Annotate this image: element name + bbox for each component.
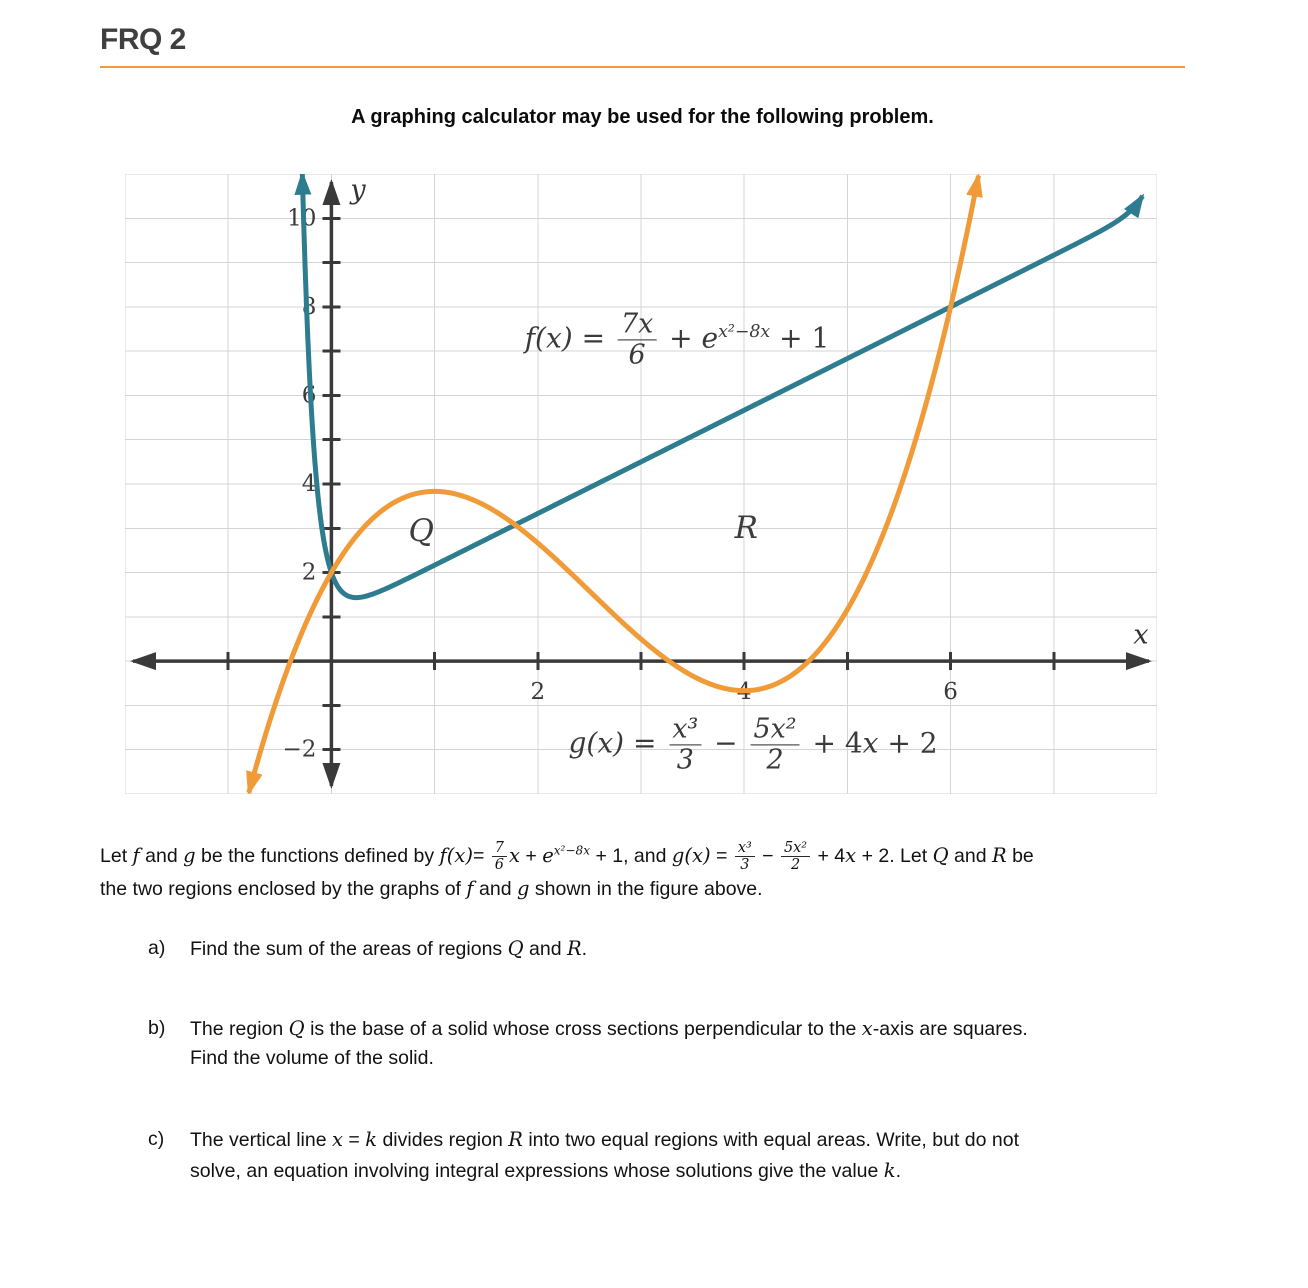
- graph-svg: [125, 174, 1157, 794]
- math-text: R: [508, 1128, 523, 1152]
- page-title: FRQ 2: [100, 23, 186, 56]
- math-text: R: [566, 936, 582, 960]
- region-q-label: Q: [408, 513, 434, 550]
- fraction-denominator: 3: [669, 744, 701, 775]
- text-run: −: [705, 726, 747, 759]
- text-run: divides region: [377, 1129, 509, 1152]
- math-text: f(x): [524, 321, 573, 354]
- text-run: -axis are squares.: [872, 1017, 1028, 1040]
- fraction: [781, 840, 810, 873]
- text-run: =: [572, 321, 614, 354]
- math-text: g(x): [671, 843, 711, 867]
- text-run: Let: [100, 844, 133, 867]
- fraction-denominator: 2: [781, 856, 810, 873]
- fraction: [751, 714, 800, 775]
- math-text: k: [365, 1128, 378, 1152]
- fraction: [669, 714, 701, 775]
- math-text: x: [331, 1128, 343, 1152]
- text-run: shown in the figure above.: [529, 878, 763, 900]
- f-formula-label: [525, 309, 830, 370]
- text-run: and: [473, 878, 517, 900]
- text-run: be: [1006, 844, 1034, 867]
- math-text: Q: [507, 936, 524, 960]
- fraction-numerator: x³: [737, 839, 752, 856]
- math-text: x: [862, 726, 879, 759]
- y-tick-label: 4: [301, 470, 317, 497]
- figure-graph: [125, 174, 1157, 794]
- part-a-text: [190, 934, 1268, 964]
- text-run: the two regions enclosed by the graphs of: [100, 878, 467, 900]
- text-run: The vertical line: [190, 1129, 332, 1152]
- math-text: e: [542, 843, 554, 867]
- fraction-denominator: 6: [618, 339, 656, 370]
- fraction-numerator: 5x²: [783, 839, 808, 856]
- region-r-label: R: [734, 510, 758, 547]
- text-run: and: [139, 844, 184, 867]
- part-a-label: a): [148, 936, 166, 959]
- math-text: x: [861, 1016, 873, 1040]
- text-run: solve, an equation involving integral expressions whose solutions give the value: [190, 1159, 884, 1182]
- math-text: x: [508, 843, 520, 867]
- math-text: f: [466, 877, 474, 900]
- y-tick-label: 8: [301, 293, 317, 320]
- text-run: =: [710, 844, 733, 867]
- fraction-numerator: 7x: [620, 307, 654, 339]
- grid: [125, 174, 1157, 794]
- part-c-label: c): [148, 1128, 165, 1151]
- math-text: f(x): [439, 843, 473, 867]
- calculator-note: A graphing calculator may be used for the following problem.: [351, 105, 934, 128]
- fraction-numerator: 7: [494, 839, 504, 856]
- y-tick-label: 6: [301, 381, 317, 408]
- text-run: is the base of a solid whose cross sections perpendicular to the: [304, 1017, 862, 1040]
- fraction-denominator: 3: [735, 856, 755, 873]
- fraction-denominator: 6: [492, 856, 507, 873]
- y-tick-label: 2: [301, 559, 317, 586]
- text-run: +: [519, 844, 543, 867]
- part-c: [148, 1125, 1268, 1186]
- superscript: x²−8x: [553, 843, 591, 857]
- part-b: [148, 1014, 1268, 1074]
- text-run: The region: [190, 1017, 289, 1040]
- math-text: g(x): [568, 726, 625, 759]
- text-run: and: [948, 844, 992, 867]
- text-run: + 2: [878, 726, 938, 759]
- text-run: + 4: [812, 844, 846, 867]
- math-text: x: [845, 843, 857, 867]
- math-text: g: [517, 877, 530, 900]
- math-text: Q: [932, 843, 949, 867]
- y-tick-label: −2: [282, 736, 317, 763]
- y-tick-label: 10: [287, 204, 317, 231]
- math-text: R: [991, 843, 1007, 867]
- title-divider: [100, 66, 1185, 68]
- y-axis-label: y: [350, 174, 366, 205]
- text-run: Find the volume of the solid.: [190, 1047, 434, 1070]
- text-run: =: [472, 844, 490, 867]
- g-formula-label: [568, 714, 937, 775]
- text-run: + 4: [803, 726, 863, 759]
- problem-statement: [100, 840, 1220, 906]
- text-run: −: [756, 844, 779, 867]
- math-text: k: [883, 1158, 896, 1182]
- text-run: be the functions defined by: [195, 844, 440, 867]
- fraction-numerator: x³: [672, 712, 699, 744]
- part-a: [148, 934, 1268, 964]
- math-text: e: [701, 321, 719, 354]
- text-run: .: [581, 937, 588, 960]
- superscript: x²−8x: [718, 321, 771, 342]
- text-run: =: [624, 726, 666, 759]
- math-text: Q: [288, 1016, 305, 1040]
- x-tick-label: 4: [736, 678, 752, 705]
- x-tick-label: 2: [530, 678, 546, 705]
- text-run: into two equal regions with equal areas. Write, but do not: [522, 1129, 1020, 1152]
- x-tick-label: 6: [943, 678, 958, 705]
- text-run: .: [895, 1159, 902, 1182]
- fraction-denominator: 2: [751, 744, 800, 775]
- math-text: f: [132, 843, 140, 867]
- text-run: Find the sum of the areas of regions: [190, 937, 508, 960]
- fraction: [618, 309, 656, 370]
- text-run: + 1: [770, 321, 830, 354]
- text-run: +: [660, 321, 702, 354]
- text-run: =: [342, 1129, 366, 1152]
- part-b-label: b): [148, 1016, 166, 1039]
- text-run: and: [523, 937, 567, 960]
- part-b-text: [190, 1014, 1268, 1074]
- text-run: + 1, and: [590, 844, 672, 867]
- x-axis-label: x: [1133, 619, 1149, 650]
- part-c-text: [190, 1125, 1268, 1186]
- fraction: [735, 840, 755, 873]
- fraction: [492, 840, 507, 873]
- text-run: + 2. Let: [856, 844, 933, 867]
- fraction-numerator: 5x²: [753, 712, 797, 744]
- math-text: g: [183, 843, 196, 867]
